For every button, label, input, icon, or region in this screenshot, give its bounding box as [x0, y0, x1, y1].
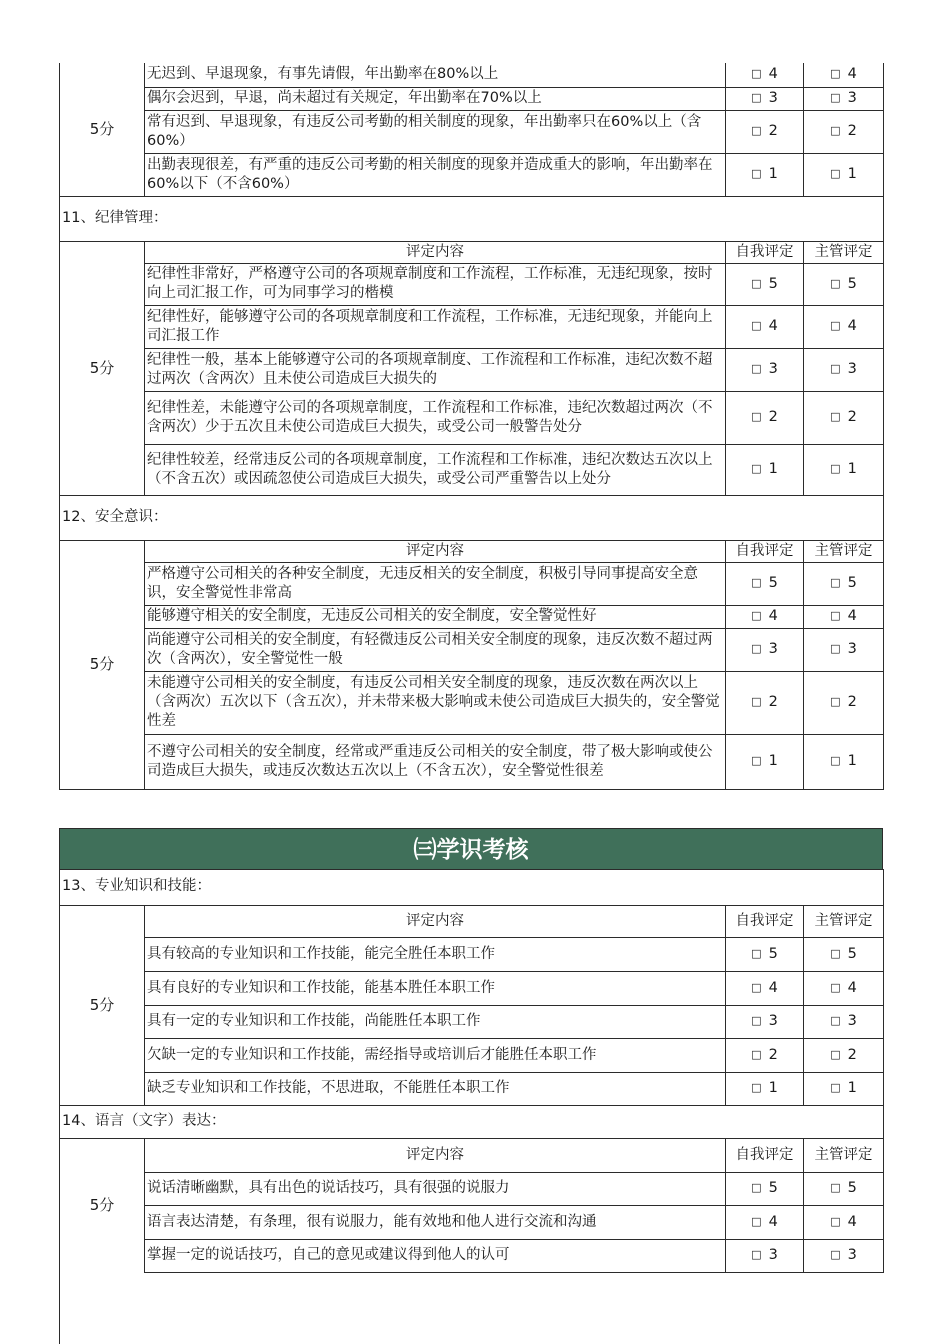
self-rating-checkbox[interactable]: □ 5 — [726, 937, 804, 971]
table-row — [60, 87, 884, 110]
checkbox-icon: □ — [830, 946, 841, 960]
score-cell: 5分 — [60, 905, 145, 1105]
table-row — [60, 1239, 884, 1272]
column-header-content: 评定内容 — [145, 241, 726, 263]
manager-rating-checkbox[interactable]: □ 2 — [804, 110, 884, 153]
self-rating-checkbox[interactable]: □ 3 — [726, 1239, 804, 1272]
manager-rating-checkbox[interactable]: □ 2 — [804, 671, 884, 734]
checkbox-icon: □ — [830, 642, 841, 655]
section-title-row — [60, 1105, 884, 1138]
manager-rating-checkbox[interactable]: □ 5 — [804, 1172, 884, 1205]
table-row — [60, 734, 884, 789]
self-rating-checkbox[interactable]: □ 5 — [726, 1172, 804, 1205]
table-row — [60, 1172, 884, 1205]
evaluation-table-lower — [59, 869, 884, 1273]
table-row — [60, 1205, 884, 1239]
checkbox-icon: □ — [751, 695, 762, 708]
table-row — [60, 1038, 884, 1072]
criteria-text: 具有一定的专业知识和工作技能，尚能胜任本职工作 — [145, 1005, 726, 1038]
table-row — [60, 110, 884, 153]
table-left-border — [59, 1270, 60, 1344]
self-rating-checkbox[interactable]: □ 4 — [726, 305, 804, 348]
checkbox-icon: □ — [830, 362, 841, 375]
checkbox-icon: □ — [830, 695, 841, 708]
column-header-manager: 主管评定 — [804, 241, 884, 263]
manager-rating-checkbox[interactable]: □ 2 — [804, 391, 884, 444]
checkbox-icon: □ — [830, 1014, 841, 1027]
manager-rating-checkbox[interactable]: □ 3 — [804, 1239, 884, 1272]
self-rating-checkbox[interactable]: □ 3 — [726, 348, 804, 391]
checkbox-icon: □ — [830, 319, 841, 332]
checkbox-icon: □ — [751, 319, 762, 332]
self-rating-checkbox[interactable]: □ 4 — [726, 63, 804, 87]
criteria-text: 语言表达清楚，有条理，很有说服力，能有效地和他人进行交流和沟通 — [145, 1205, 726, 1239]
criteria-text: 无迟到、早退现象，有事先请假，年出勤率在80%以上 — [145, 63, 726, 87]
checkbox-icon: □ — [751, 980, 762, 994]
checkbox-icon: □ — [830, 124, 841, 137]
criteria-text: 纪律性一般，基本上能够遵守公司的各项规章制度、工作流程和工作标准，违纪次数不超过两次（含两次）且未使公司造成巨大损失的 — [145, 348, 726, 391]
checkbox-icon: □ — [751, 1248, 762, 1261]
checkbox-icon: □ — [830, 576, 841, 589]
column-header-content: 评定内容 — [145, 1138, 726, 1172]
self-rating-checkbox[interactable]: □ 4 — [726, 971, 804, 1005]
self-rating-checkbox[interactable]: □ 2 — [726, 110, 804, 153]
checkbox-icon: □ — [751, 1081, 762, 1094]
checkbox-icon: □ — [830, 91, 841, 104]
score-cell: 5分 — [60, 241, 145, 495]
criteria-text: 缺乏专业知识和工作技能，不思进取，不能胜任本职工作 — [145, 1072, 726, 1105]
score-cell: 5分 — [60, 540, 145, 789]
checkbox-icon: □ — [830, 1214, 841, 1228]
criteria-text: 欠缺一定的专业知识和工作技能，需经指导或培训后才能胜任本职工作 — [145, 1038, 726, 1072]
criteria-text: 不遵守公司相关的安全制度，经常或严重违反公司相关的安全制度，带了极大影响或使公司造成巨大损失，或违反次数达五次以上（不含五次），安全警觉性很差 — [145, 734, 726, 789]
manager-rating-checkbox[interactable]: □ 3 — [804, 1005, 884, 1038]
manager-rating-checkbox[interactable]: □ 1 — [804, 444, 884, 495]
self-rating-checkbox[interactable]: □ 3 — [726, 628, 804, 671]
table-row — [60, 971, 884, 1005]
self-rating-checkbox[interactable]: □ 5 — [726, 562, 804, 605]
self-rating-checkbox[interactable]: □ 2 — [726, 671, 804, 734]
criteria-text: 具有较高的专业知识和工作技能，能完全胜任本职工作 — [145, 937, 726, 971]
checkbox-icon: □ — [751, 410, 762, 423]
table-row — [60, 63, 884, 87]
checkbox-icon: □ — [751, 946, 762, 960]
manager-rating-checkbox[interactable]: □ 3 — [804, 628, 884, 671]
table-row — [60, 1005, 884, 1038]
column-header-content: 评定内容 — [145, 540, 726, 562]
section-title-row — [60, 495, 884, 540]
table-row — [60, 444, 884, 495]
checkbox-icon: □ — [751, 91, 762, 104]
column-header-manager: 主管评定 — [804, 540, 884, 562]
checkbox-icon: □ — [830, 754, 841, 767]
manager-rating-checkbox[interactable]: □ 4 — [804, 1205, 884, 1239]
criteria-text: 尚能遵守公司相关的安全制度，有轻微违反公司相关安全制度的现象，违反次数不超过两次（含两次），安全警觉性一般 — [145, 628, 726, 671]
table-row — [60, 628, 884, 671]
checkbox-icon: □ — [830, 1047, 841, 1061]
score-cell: 5分 — [60, 1138, 145, 1272]
checkbox-icon: □ — [830, 410, 841, 423]
self-rating-checkbox[interactable]: □ 1 — [726, 153, 804, 196]
criteria-text: 纪律性差，未能遵守公司的各项规章制度，工作流程和工作标准，违纪次数超过两次（不含两次）少于五次且未使公司造成巨大损失，或受公司一般警告处分 — [145, 391, 726, 444]
checkbox-icon: □ — [830, 276, 841, 290]
self-rating-checkbox[interactable]: □ 4 — [726, 1205, 804, 1239]
checkbox-icon: □ — [751, 167, 762, 180]
self-rating-checkbox[interactable]: □ 1 — [726, 734, 804, 789]
criteria-text: 严格遵守公司相关的各种安全制度，无违反相关的安全制度，积极引导同事提高安全意识，安全警觉性非常高 — [145, 562, 726, 605]
table-row — [60, 671, 884, 734]
section-title: 12、安全意识： — [60, 495, 884, 540]
table-row — [60, 348, 884, 391]
manager-rating-checkbox[interactable]: □ 1 — [804, 734, 884, 789]
checkbox-icon: □ — [751, 1214, 762, 1228]
section-title-row — [60, 196, 884, 241]
checkbox-icon: □ — [830, 1181, 841, 1194]
column-header-manager: 主管评定 — [804, 1138, 884, 1172]
column-header-self: 自我评定 — [726, 540, 804, 562]
checkbox-icon: □ — [830, 167, 841, 180]
self-rating-checkbox[interactable]: □ 3 — [726, 87, 804, 110]
section-banner: ㈢学识考核 — [59, 828, 883, 870]
checkbox-icon: □ — [751, 609, 762, 622]
header-row — [60, 241, 884, 263]
section-title: 11、纪律管理： — [60, 196, 884, 241]
header-row — [60, 905, 884, 937]
checkbox-icon: □ — [751, 754, 762, 767]
table-row — [60, 263, 884, 305]
checkbox-icon: □ — [751, 362, 762, 375]
table-row — [60, 562, 884, 605]
manager-rating-checkbox[interactable]: □ 3 — [804, 348, 884, 391]
table-row — [60, 305, 884, 348]
self-rating-checkbox[interactable]: □ 3 — [726, 1005, 804, 1038]
self-rating-checkbox[interactable]: □ 1 — [726, 444, 804, 495]
checkbox-icon: □ — [751, 276, 762, 290]
manager-rating-checkbox[interactable]: □ 1 — [804, 1072, 884, 1105]
header-row — [60, 1138, 884, 1172]
column-header-self: 自我评定 — [726, 1138, 804, 1172]
table-row — [60, 937, 884, 971]
checkbox-icon: □ — [751, 576, 762, 589]
manager-rating-checkbox[interactable]: □ 4 — [804, 63, 884, 87]
checkbox-icon: □ — [830, 67, 841, 81]
table-row — [60, 153, 884, 196]
criteria-text: 纪律性非常好，严格遵守公司的各项规章制度和工作流程，工作标准，无违纪现象，按时向上司汇报工作，可为同事学习的楷模 — [145, 263, 726, 305]
section-title: 14、语言（文字）表达： — [60, 1105, 884, 1138]
manager-rating-checkbox[interactable]: □ 4 — [804, 605, 884, 628]
manager-rating-checkbox[interactable]: □ 5 — [804, 263, 884, 305]
column-header-self: 自我评定 — [726, 905, 804, 937]
evaluation-table-upper — [59, 63, 884, 790]
table-row — [60, 1072, 884, 1105]
score-cell: 5分 — [60, 63, 145, 196]
manager-rating-checkbox[interactable]: □ 4 — [804, 971, 884, 1005]
checkbox-icon: □ — [751, 1047, 762, 1061]
section-title: 13、专业知识和技能： — [60, 869, 884, 905]
checkbox-icon: □ — [830, 980, 841, 994]
checkbox-icon: □ — [751, 124, 762, 137]
criteria-text: 常有迟到、早退现象，有违反公司考勤的相关制度的现象，年出勤率只在60%以上（含60%） — [145, 110, 726, 153]
self-rating-checkbox[interactable]: □ 5 — [726, 263, 804, 305]
checkbox-icon: □ — [830, 1248, 841, 1261]
column-header-content: 评定内容 — [145, 905, 726, 937]
manager-rating-checkbox[interactable]: □ 5 — [804, 937, 884, 971]
header-row — [60, 540, 884, 562]
criteria-text: 说话清晰幽默，具有出色的说话技巧，具有很强的说服力 — [145, 1172, 726, 1205]
criteria-text: 未能遵守公司相关的安全制度，有违反公司相关安全制度的现象，违反次数在两次以上（含两次）五次以下（含五次），并未带来极大影响或未使公司造成巨大损失的，安全警觉性差 — [145, 671, 726, 734]
criteria-text: 偶尔会迟到，早退，尚未超过有关规定，年出勤率在70%以上 — [145, 87, 726, 110]
column-header-self: 自我评定 — [726, 241, 804, 263]
criteria-text: 出勤表现很差，有严重的违反公司考勤的相关制度的现象并造成重大的影响，年出勤率在60%以下（不含60%） — [145, 153, 726, 196]
column-header-manager: 主管评定 — [804, 905, 884, 937]
criteria-text: 具有良好的专业知识和工作技能，能基本胜任本职工作 — [145, 971, 726, 1005]
self-rating-checkbox[interactable]: □ 2 — [726, 1038, 804, 1072]
self-rating-checkbox[interactable]: □ 1 — [726, 1072, 804, 1105]
criteria-text: 能够遵守相关的安全制度，无违反公司相关的安全制度，安全警觉性好 — [145, 605, 726, 628]
checkbox-icon: □ — [751, 642, 762, 655]
table-row — [60, 605, 884, 628]
checkbox-icon: □ — [751, 1181, 762, 1194]
manager-rating-checkbox[interactable]: □ 4 — [804, 305, 884, 348]
checkbox-icon: □ — [830, 609, 841, 622]
manager-rating-checkbox[interactable]: □ 3 — [804, 87, 884, 110]
manager-rating-checkbox[interactable]: □ 2 — [804, 1038, 884, 1072]
manager-rating-checkbox[interactable]: □ 5 — [804, 562, 884, 605]
checkbox-icon: □ — [751, 67, 762, 81]
criteria-text: 纪律性好，能够遵守公司的各项规章制度和工作流程，工作标准，无违纪现象，并能向上司汇报工作 — [145, 305, 726, 348]
checkbox-icon: □ — [830, 1081, 841, 1094]
criteria-text: 掌握一定的说话技巧，自己的意见或建议得到他人的认可 — [145, 1239, 726, 1272]
checkbox-icon: □ — [830, 462, 841, 475]
criteria-text: 纪律性较差，经常违反公司的各项规章制度，工作流程和工作标准，违纪次数达五次以上（不含五次）或因疏忽使公司造成巨大损失，或受公司严重警告以上处分 — [145, 444, 726, 495]
checkbox-icon: □ — [751, 462, 762, 475]
manager-rating-checkbox[interactable]: □ 1 — [804, 153, 884, 196]
table-row — [60, 391, 884, 444]
checkbox-icon: □ — [751, 1014, 762, 1027]
section-title-row — [60, 869, 884, 905]
self-rating-checkbox[interactable]: □ 2 — [726, 391, 804, 444]
self-rating-checkbox[interactable]: □ 4 — [726, 605, 804, 628]
